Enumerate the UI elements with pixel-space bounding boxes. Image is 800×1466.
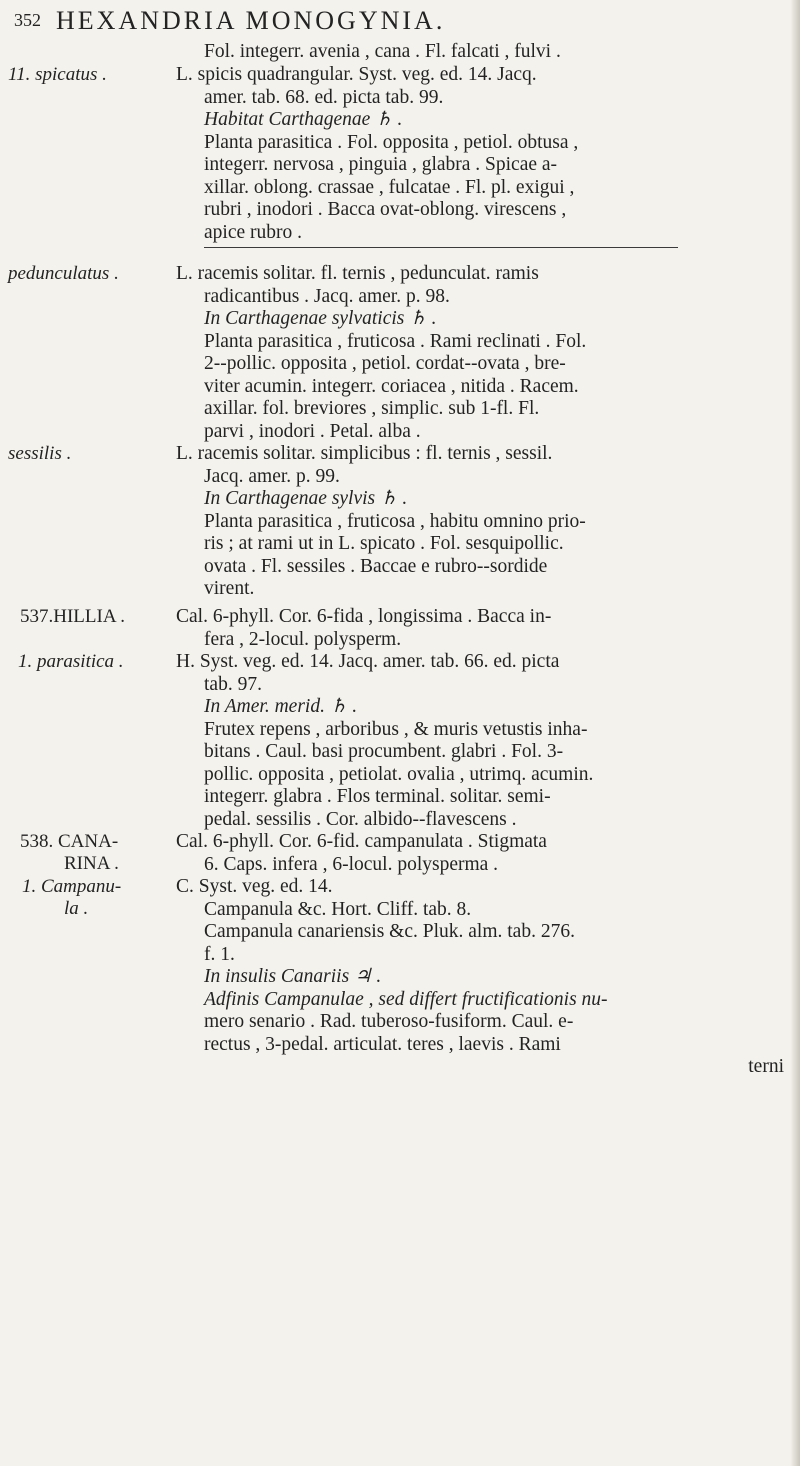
text-line: viter acumin. integerr. coriacea , nitida . Racem. [204, 375, 579, 397]
text-line: Planta parasitica , fruticosa , habitu omnino prio- [204, 510, 586, 532]
entry-text [176, 876, 800, 1079]
text-line: rectus , 3-pedal. articulat. teres , laevis . Rami [204, 1033, 561, 1055]
text-line: Cal. 6-phyll. Cor. 6-fid. campanulata . Stigmata [176, 831, 547, 852]
text-line: Cal. 6-phyll. Cor. 6-fida , longissima . Bacca in- [176, 606, 552, 627]
text-line: pollic. opposita , petiolat. ovalia , utrimq. acumin. [204, 763, 594, 785]
species-label: pedunculatus . [8, 263, 119, 284]
text-line: 2--pollic. opposita , petiol. cordat--ovata , bre- [204, 353, 566, 374]
section-rule [204, 247, 678, 248]
text-line: Adfinis Campanulae , sed differt fructificationis nu- [204, 988, 608, 1010]
entry-text [176, 64, 800, 244]
genus-label: 537.HILLIA . [20, 606, 126, 627]
text-line: L. spicis quadrangular. Syst. veg. ed. 14. Jacq. [176, 64, 537, 85]
species-label: sessilis . [8, 443, 72, 464]
entry-text [176, 606, 800, 651]
text-line: 6. Caps. infera , 6-locul. polysperma . [204, 853, 499, 875]
entry-text [176, 263, 800, 443]
species-label: 1. parasitica . [18, 651, 124, 672]
text-line: bitans . Caul. basi procumbent. glabri . Fol. 3- [204, 741, 564, 762]
text-line: virent. [204, 578, 255, 599]
genus-label-continued: RINA . [64, 853, 119, 874]
text-line: f. 1. [204, 943, 235, 965]
species-label: 1. Campanu- [22, 876, 122, 897]
text-line: terni [748, 1056, 784, 1077]
text-line: Campanula canariensis &c. Pluk. alm. tab. 276. [204, 921, 575, 942]
text-line: radicantibus . Jacq. amer. p. 98. [204, 285, 450, 307]
text-line: Campanula &c. Hort. Cliff. tab. 8. [204, 898, 472, 920]
species-label-continued: la . [64, 898, 89, 919]
text-line: amer. tab. 68. ed. picta tab. 99. [204, 86, 444, 108]
text-line: Fol. integerr. avenia , cana . Fl. falcati , fulvi . [204, 41, 561, 62]
text-line: parvi , inodori . Petal. alba . [204, 420, 421, 442]
text-line: C. Syst. veg. ed. 14. [176, 876, 333, 897]
page-edge-shadow [790, 0, 800, 1466]
species-label: 11. spicatus . [8, 64, 107, 85]
entry-text [176, 651, 800, 831]
text-line: Jacq. amer. p. 99. [204, 465, 340, 487]
text-line: rubri , inodori . Bacca ovat-oblong. virescens , [204, 199, 567, 220]
text-line: L. racemis solitar. fl. ternis , pedunculat. ramis [176, 263, 539, 284]
text-line: Frutex repens , arboribus , & muris vetustis inha- [204, 718, 588, 740]
running-head-title: HEXANDRIA MONOGYNIA. [56, 6, 446, 35]
text-line: H. Syst. veg. ed. 14. Jacq. amer. tab. 66. ed. picta [176, 651, 560, 672]
entry-text [176, 443, 800, 601]
text-line: mero senario . Rad. tuberoso-fusiform. Caul. e- [204, 1011, 574, 1032]
text-line: integerr. nervosa , pinguia , glabra . Spicae a- [204, 154, 558, 175]
page-number: 352 [14, 10, 41, 30]
entry-text [204, 41, 800, 64]
text-line: In Amer. merid. ♄ . [204, 696, 358, 717]
genus-label: 538. CANA- [20, 831, 119, 852]
text-line: tab. 97. [204, 673, 262, 695]
running-header [14, 6, 446, 36]
text-line: fera , 2-locul. polysperm. [204, 628, 402, 650]
text-line: In Carthagenae sylvis ♄ . [204, 488, 408, 509]
text-line: L. racemis solitar. simplicibus : fl. ternis , sessil. [176, 443, 553, 464]
entry-text [176, 831, 800, 876]
text-line: xillar. oblong. crassae , fulcatae . Fl. pl. exigui , [204, 176, 575, 198]
text-line: integerr. glabra . Flos terminal. solitar. semi- [204, 786, 551, 807]
text-line: axillar. fol. breviores , simplic. sub 1-fl. Fl. [204, 398, 540, 419]
text-line: ovata . Fl. sessiles . Baccae e rubro--sordide [204, 555, 548, 577]
text-line: Habitat Carthagenae ♄ . [204, 109, 403, 130]
text-line: In insulis Canariis ♃ . [204, 966, 382, 987]
text-line: pedal. sessilis . Cor. albido--flavescens . [204, 808, 517, 830]
text-line: Planta parasitica , fruticosa . Rami reclinati . Fol. [204, 330, 587, 352]
text-line: apice rubro . [204, 221, 302, 243]
text-line: Planta parasitica . Fol. opposita , petiol. obtusa , [204, 131, 579, 153]
text-line: ris ; at rami ut in L. spicato . Fol. sesquipollic. [204, 533, 564, 554]
text-line: In Carthagenae sylvaticis ♄ . [204, 308, 437, 329]
